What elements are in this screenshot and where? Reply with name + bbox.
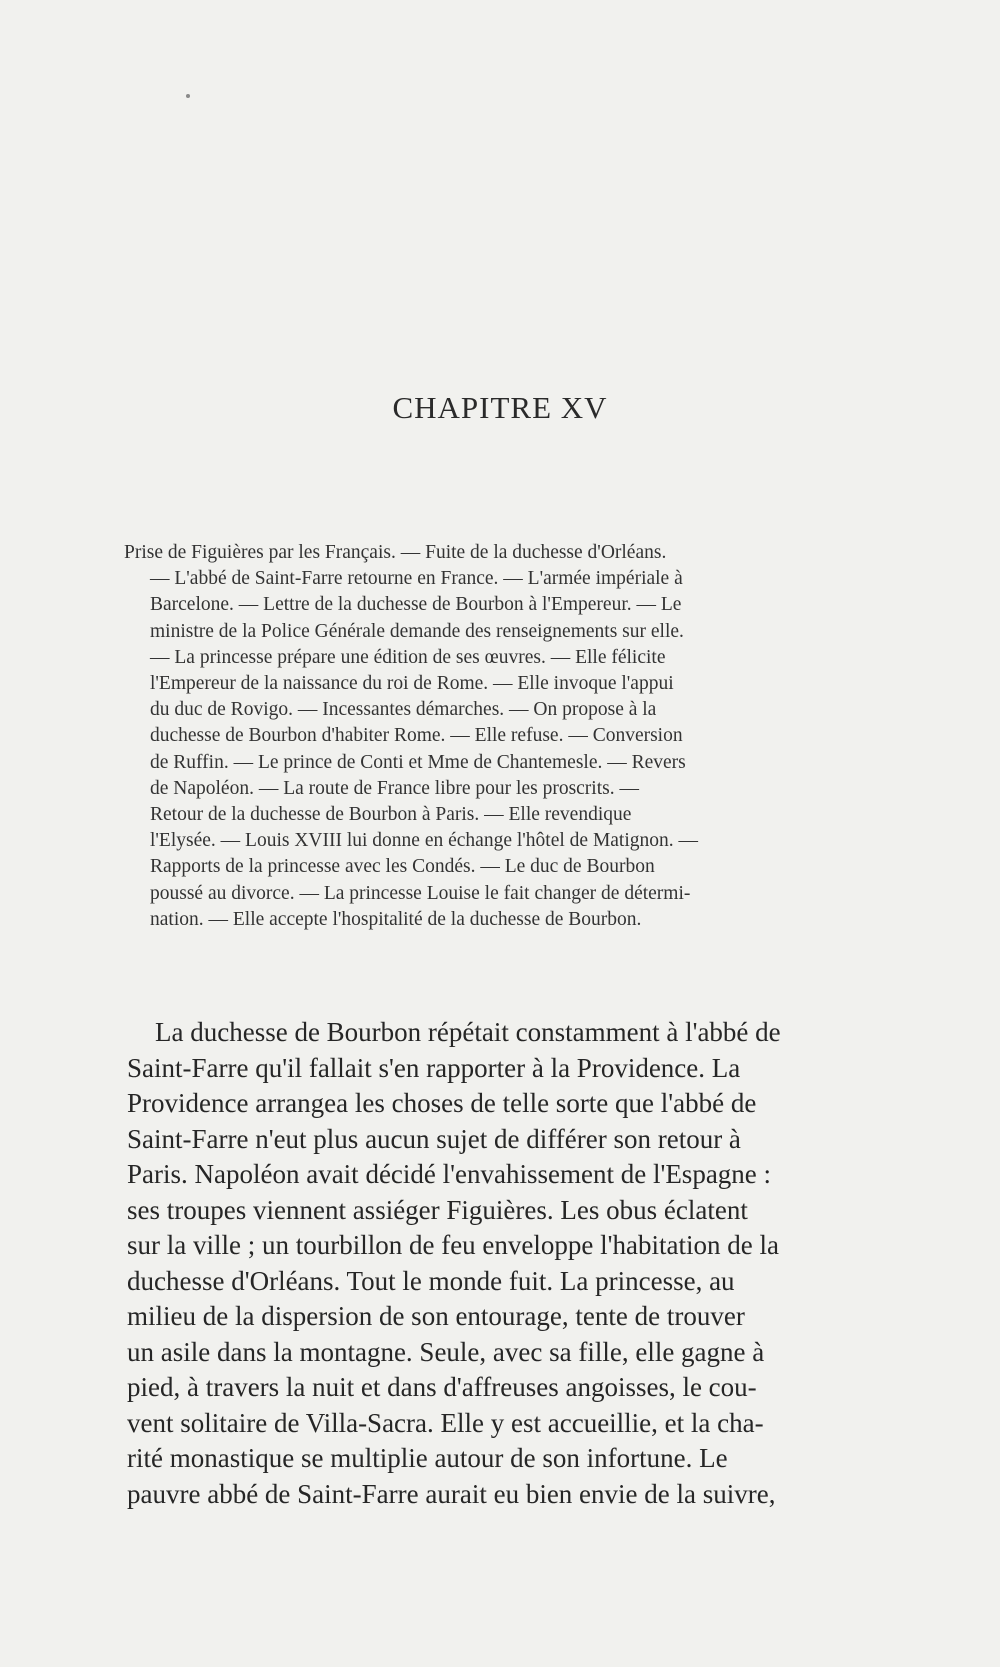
body-line: duchesse d'Orléans. Tout le monde fuit. La princesse, au [127,1265,735,1296]
body-line: Saint-Farre n'eut plus aucun sujet de différer son retour à [127,1123,741,1154]
body-line: un asile dans la montagne. Seule, avec sa fille, elle gagne à [127,1336,765,1367]
summary-line: l'Empereur de la naissance du roi de Rome. — Elle invoque l'appui [150,673,674,695]
summary-line: poussé au divorce. — La princesse Louise le fait changer de détermi- [150,882,691,904]
body-line: pied, à travers la nuit et dans d'affreuses angoisses, le cou- [127,1372,757,1402]
summary-line: de Napoléon. — La route de France libre pour les proscrits. — [150,777,639,799]
summary-line: Rapports de la princesse avec les Condés. — Le duc de Bourbon [150,856,655,878]
chapter-body [127,1015,902,1512]
summary-line: — La princesse prépare une édition de ses œuvres. — Elle félicite [150,646,666,668]
body-line: Paris. Napoléon avait décidé l'envahissement de l'Espagne : [127,1159,772,1189]
summary-line: ministre de la Police Générale demande des renseignements sur elle. [150,620,684,642]
summary-line: duchesse de Bourbon d'habiter Rome. — Elle refuse. — Conversion [150,725,683,747]
body-line: milieu de la dispersion de son entourage, tente de trouver [127,1301,745,1331]
summary-line: l'Elysée. — Louis XVIII lui donne en échange l'hôtel de Matignon. — [150,830,699,852]
summary-line: du duc de Rovigo. — Incessantes démarches. — On propose à la [150,699,657,721]
body-line: pauvre abbé de Saint-Farre aurait eu bien envie de la suivre, [127,1478,776,1509]
summary-line: Prise de Figuières par les Français. — Fuite de la duchesse d'Orléans. [124,542,667,563]
body-line: vent solitaire de Villa-Sacra. Elle y est accueillie, et la cha- [127,1407,764,1438]
body-line: sur la ville ; un tourbillon de feu enveloppe l'habitation de la [127,1230,779,1260]
chapter-title: CHAPITRE XV [392,390,608,425]
body-line: ses troupes viennent assiéger Figuières. Les obus éclatent [127,1194,748,1225]
page-speck [186,94,190,98]
body-line: Providence arrangea les choses de telle sorte que l'abbé de [127,1088,757,1118]
summary-line: Retour de la duchesse de Bourbon à Paris. — Elle revendique [150,804,632,826]
body-line: La duchesse de Bourbon répétait constamment à l'abbé de [155,1017,781,1047]
summary-line: de Ruffin. — Le prince de Conti et Mme de Chantemesle. — Revers [150,751,686,773]
body-line: Saint-Farre qu'il fallait s'en rapporter à la Providence. La [127,1052,741,1083]
summary-line: — L'abbé de Saint-Farre retourne en France. — L'armée impériale à [150,568,683,590]
summary-line: nation. — Elle accepte l'hospitalité de la duchesse de Bourbon. [150,908,642,930]
summary-line: Barcelone. — Lettre de la duchesse de Bourbon à l'Empereur. — Le [150,594,682,616]
chapter-summary [124,540,888,933]
body-line: rité monastique se multiplie autour de son infortune. Le [127,1443,728,1473]
